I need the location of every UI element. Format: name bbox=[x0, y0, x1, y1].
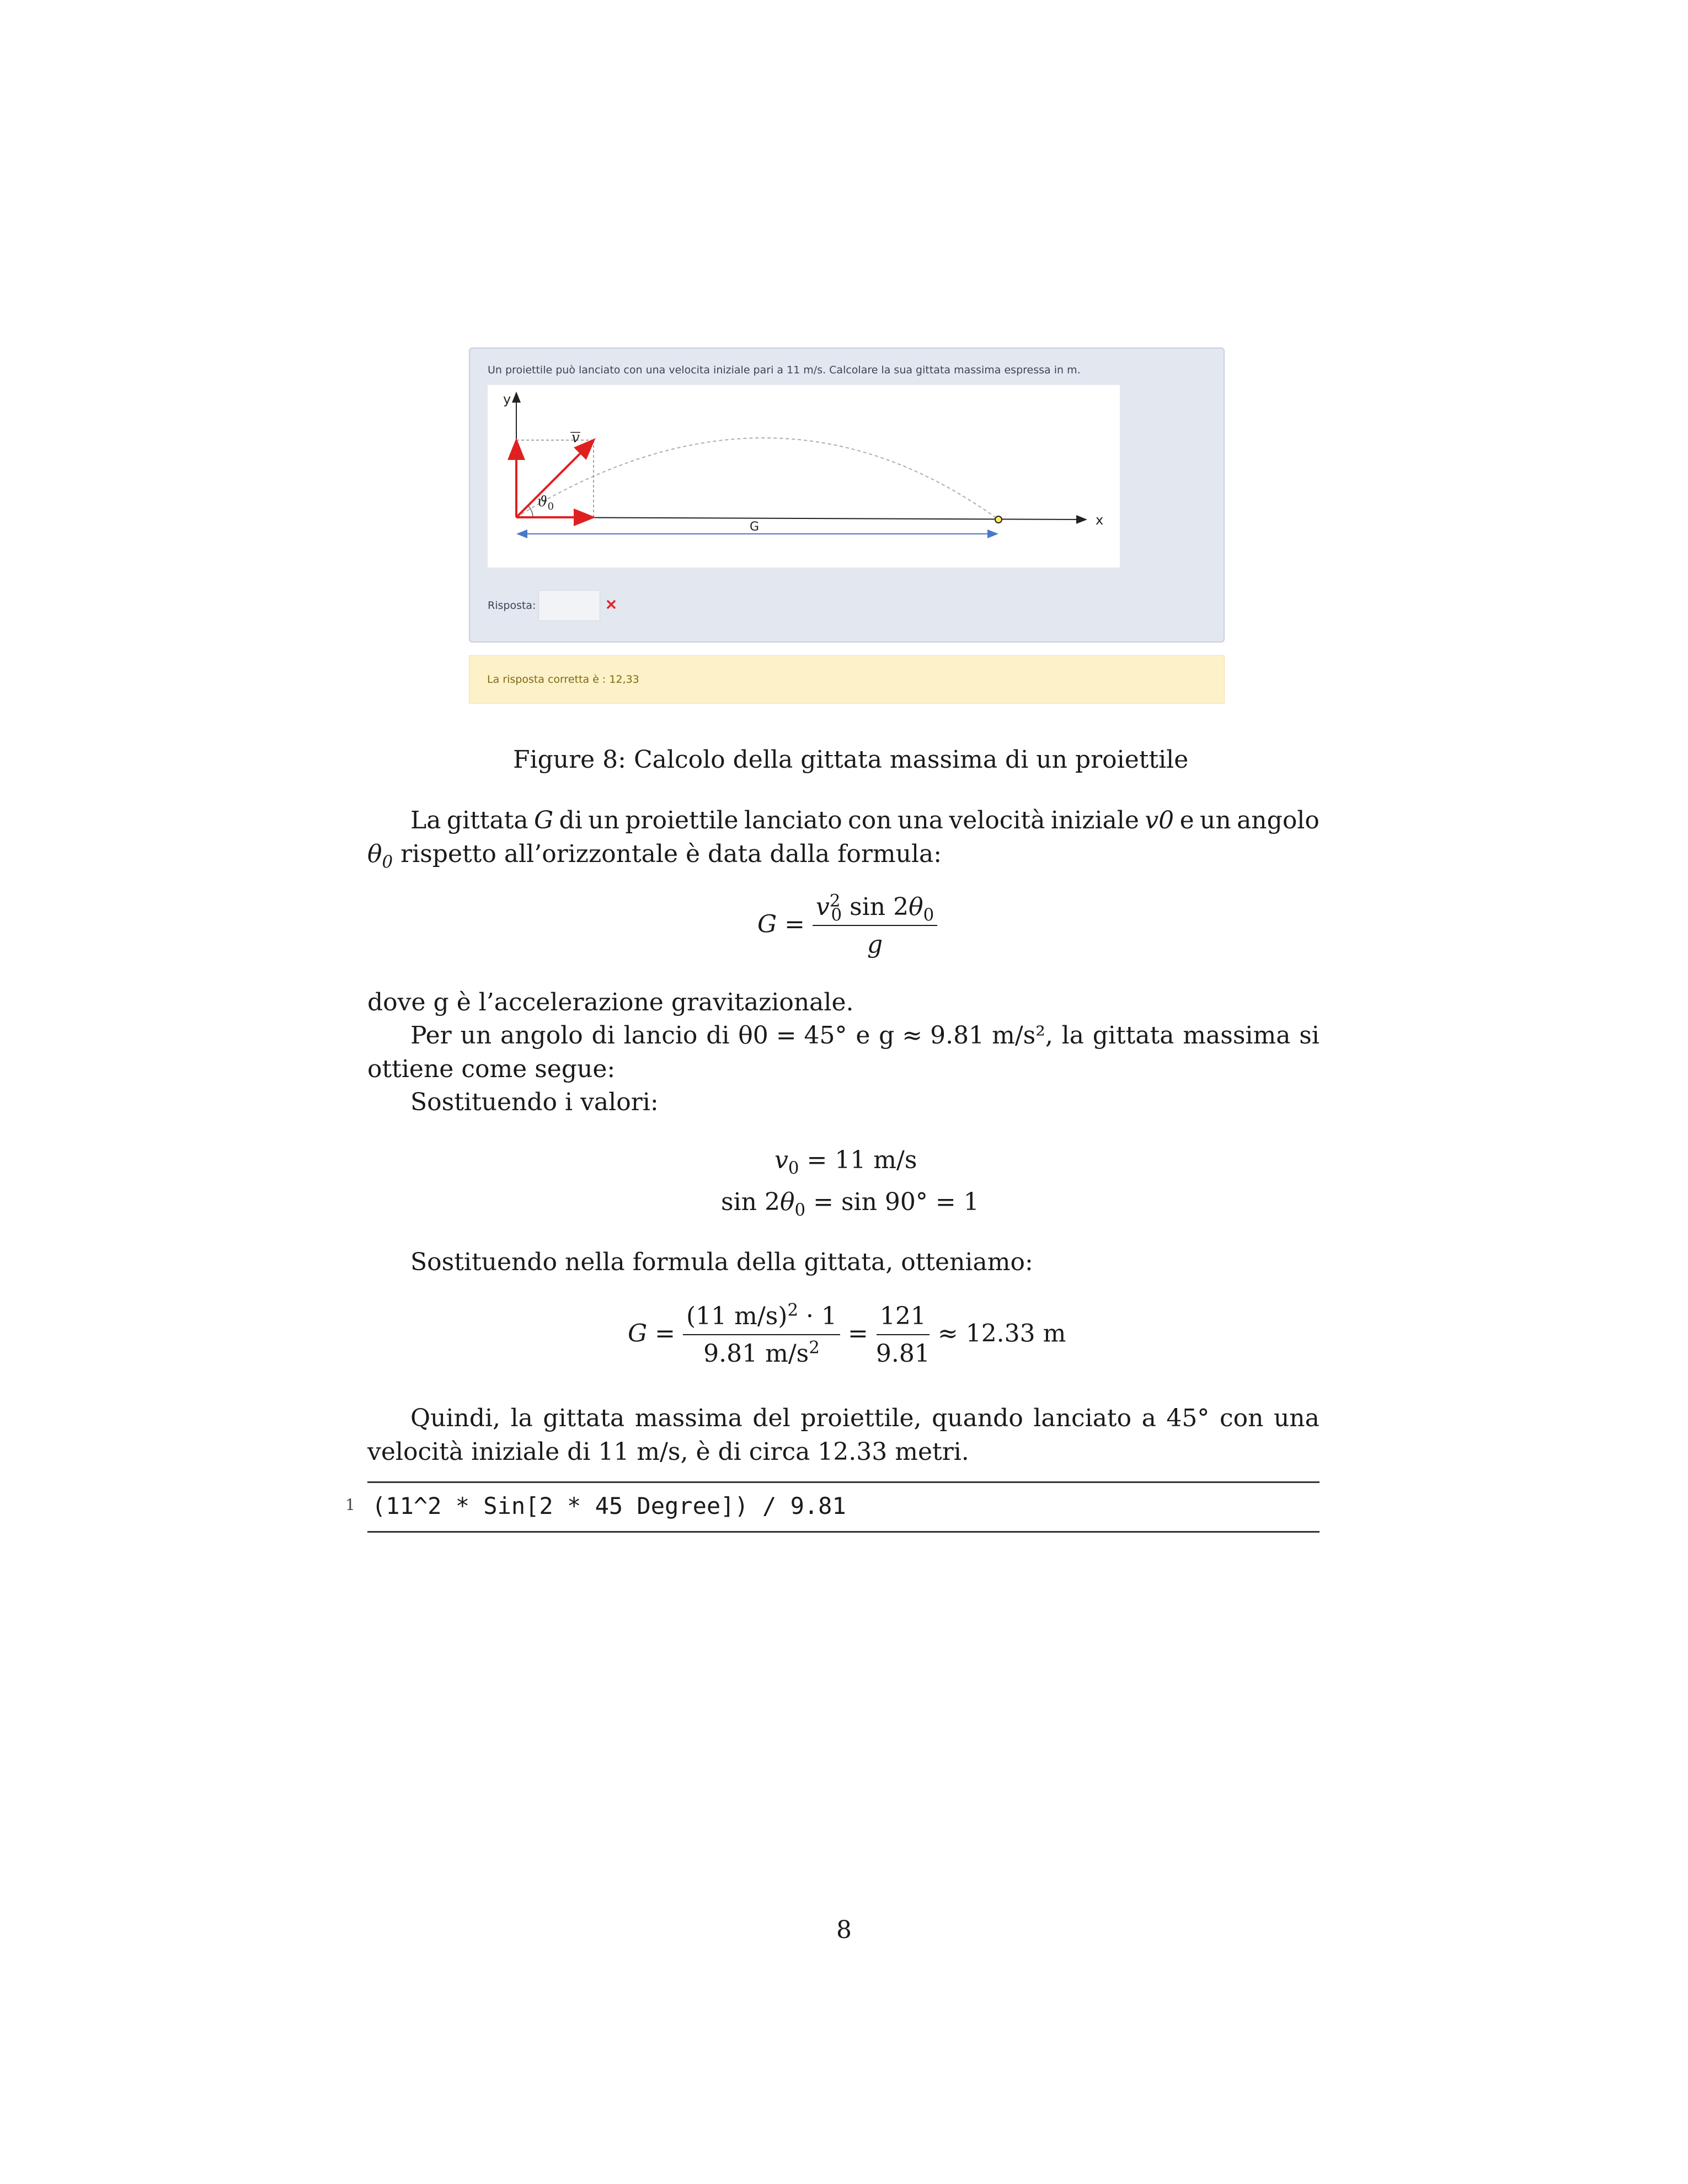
x-axis-label: x bbox=[1096, 512, 1104, 528]
word: proiettile, bbox=[800, 1404, 922, 1432]
paragraph-1-line-1 bbox=[410, 806, 1320, 834]
word: angolo bbox=[500, 1021, 583, 1050]
calc-denominator-1: 9.81 $m/s^2$ bbox=[703, 1337, 820, 1368]
paragraph-4: Sostituendo i valori: bbox=[410, 1088, 659, 1116]
formula-numerator: $v^2_0$ $\sin 2\theta_0$ bbox=[813, 895, 937, 926]
paragraph-1-text: rispetto all’orizzontale è data dalla formula: bbox=[400, 840, 942, 868]
word: di bbox=[706, 1021, 730, 1050]
values-line-2: $\sin 2\theta_0 = \sin 90^\circ = 1$ bbox=[721, 1188, 979, 1220]
paragraph-3-line-2: ottiene come segue: bbox=[367, 1055, 616, 1083]
paragraph-3-line-1 bbox=[410, 1021, 1320, 1050]
figure-caption: Figure 8: Calcolo della gittata massima di un proiettile bbox=[513, 746, 1189, 774]
word: quando bbox=[932, 1404, 1023, 1432]
word: gittata bbox=[1092, 1021, 1174, 1050]
landing-point bbox=[995, 516, 1002, 523]
word: di bbox=[559, 806, 583, 834]
formula-denominator: g bbox=[867, 930, 883, 959]
word: del bbox=[752, 1404, 790, 1432]
word: proiettile bbox=[625, 806, 739, 834]
calc-denominator-2: 9.81 bbox=[875, 1340, 930, 1368]
math-gravity: g ≈ 9.81 m/s², bbox=[879, 1021, 1053, 1050]
code-bottom-rule bbox=[367, 1531, 1320, 1533]
paragraph-5: Sostituendo nella formula della gittata, otteniamo: bbox=[410, 1248, 1033, 1276]
values-line-2-rhs: = sin 90° = 1 bbox=[813, 1188, 979, 1216]
word: un bbox=[460, 1021, 492, 1050]
word: Per bbox=[410, 1021, 452, 1050]
values-line-1: $v_0 = 11$ m/s bbox=[774, 1146, 917, 1178]
velocity-vector bbox=[516, 441, 592, 517]
word: con bbox=[1219, 1404, 1264, 1432]
word: velocità bbox=[949, 806, 1045, 834]
paragraph-1-line-2 bbox=[367, 840, 942, 872]
quiz-question: Un proiettile può lanciato con una velocita iniziale pari a 11 m/s. Calcolare la sua gittata massima espressa in m. bbox=[488, 364, 1081, 376]
word: e bbox=[856, 1021, 870, 1050]
word: la bbox=[1061, 1021, 1084, 1050]
feedback-box bbox=[469, 655, 1225, 704]
word: Quindi, bbox=[410, 1404, 501, 1432]
word: e bbox=[1179, 806, 1194, 834]
word: 45° bbox=[1166, 1404, 1210, 1432]
values-line-2-lhs: sin 2 bbox=[721, 1188, 780, 1216]
paragraph-2: dove g è l’accelerazione gravitazionale. bbox=[367, 988, 854, 1016]
word: angolo bbox=[1237, 806, 1320, 834]
word: una bbox=[1273, 1404, 1320, 1432]
feedback-text: La risposta corretta è : 12,33 bbox=[487, 673, 639, 686]
code-line-number: 1 bbox=[345, 1496, 355, 1514]
quiz-panel bbox=[469, 347, 1225, 643]
code-top-rule bbox=[367, 1481, 1320, 1483]
calc-fraction-2 bbox=[876, 1304, 930, 1366]
code-line: (11^2 * Sin[2 * 45 Degree]) / 9.81 bbox=[372, 1492, 846, 1519]
word: lanciato bbox=[744, 806, 842, 834]
word: una bbox=[898, 806, 943, 834]
word: con bbox=[848, 806, 892, 834]
word: si bbox=[1299, 1021, 1320, 1050]
word: La bbox=[410, 806, 441, 834]
word: massima bbox=[1183, 1021, 1291, 1050]
word: un bbox=[1200, 806, 1231, 834]
word: lanciato bbox=[1033, 1404, 1132, 1432]
word: gittata bbox=[446, 806, 528, 834]
math-theta0: $\theta_0$ bbox=[367, 840, 393, 872]
formula-sin: sin 2 bbox=[850, 893, 909, 921]
range-label: G bbox=[750, 520, 760, 534]
math-G: G bbox=[533, 806, 554, 834]
math-v0: v0 bbox=[1145, 806, 1174, 834]
math-angle: θ0 = 45° bbox=[738, 1021, 847, 1050]
word: gittata bbox=[543, 1404, 625, 1432]
word: lancio bbox=[623, 1021, 698, 1050]
projectile-diagram-svg bbox=[488, 385, 1120, 568]
paragraph-6-line-2: velocità iniziale di 11 m/s, è di circa 12.33 metri. bbox=[367, 1438, 969, 1466]
calc-lhs: G = bbox=[628, 1319, 676, 1348]
calc-numerator-1: (11 m/s)$^2$ · 1 bbox=[683, 1304, 840, 1335]
word: a bbox=[1141, 1404, 1156, 1432]
word: la bbox=[510, 1404, 533, 1432]
wrong-answer-icon bbox=[600, 593, 622, 615]
range-calculation: G = $\frac{(11 m/s)^2 \cdot 1}{9.81 m/s^2}$ = $\frac{121}{9.81}$ ≈ 12.33 m bbox=[628, 1300, 1066, 1368]
formula-lhs: G = bbox=[757, 910, 805, 939]
calc-fraction-1 bbox=[683, 1300, 840, 1368]
trajectory-path bbox=[516, 438, 998, 520]
calc-numerator-2: 121 bbox=[877, 1304, 930, 1335]
word: massima bbox=[634, 1404, 742, 1432]
paragraph-6-line-1 bbox=[410, 1406, 1320, 1431]
velocity-label: v bbox=[571, 430, 580, 446]
answer-input[interactable] bbox=[538, 590, 600, 621]
calc-result: ≈ 12.33 m bbox=[937, 1319, 1066, 1348]
values-line-1-rhs: = 11 m/s bbox=[806, 1146, 917, 1174]
word: di bbox=[591, 1021, 615, 1050]
page-number: 8 bbox=[836, 1916, 852, 1944]
angle-label: $ϑ_0$ bbox=[537, 494, 554, 512]
range-formula bbox=[757, 891, 937, 959]
word: iniziale bbox=[1050, 806, 1139, 834]
formula-fraction bbox=[813, 891, 937, 959]
word: un bbox=[588, 806, 619, 834]
y-axis-label: y bbox=[503, 392, 511, 407]
projectile-diagram bbox=[488, 385, 1120, 568]
answer-label: Risposta: bbox=[488, 599, 536, 612]
